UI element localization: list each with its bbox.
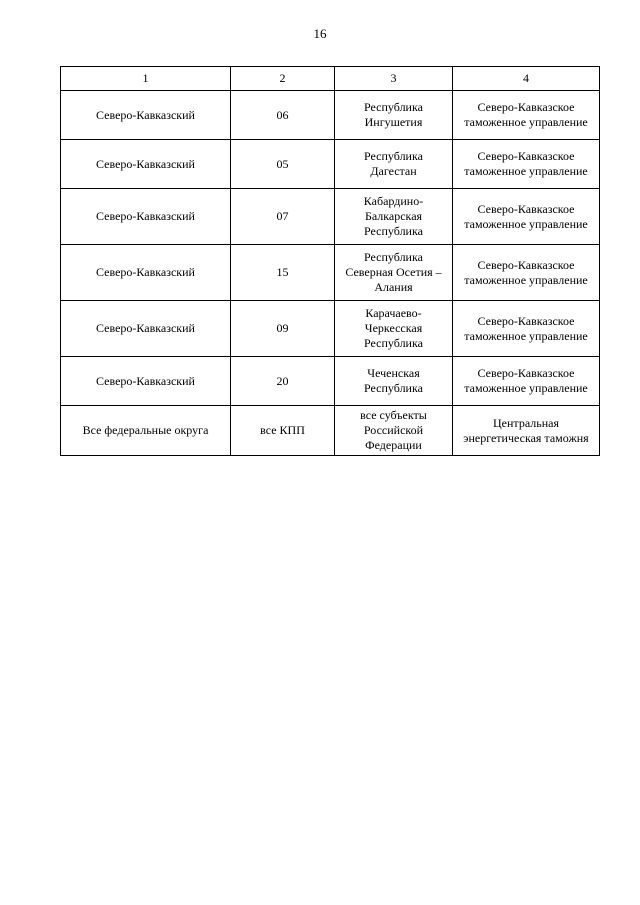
code-cell: 15 xyxy=(231,245,335,301)
table-row xyxy=(61,91,600,140)
table-row xyxy=(61,140,600,189)
header-cell: 2 xyxy=(231,67,335,91)
table-row xyxy=(61,245,600,301)
code-cell: 09 xyxy=(231,301,335,357)
district-cell: Северо-Кавказский xyxy=(61,91,231,140)
customs-office-cell: Центральная энергетическая таможня xyxy=(453,406,600,456)
district-cell: Северо-Кавказский xyxy=(61,245,231,301)
district-cell: Все федеральные округа xyxy=(61,406,231,456)
customs-office-cell: Северо-Кавказское таможенное управление xyxy=(453,357,600,406)
table-row xyxy=(61,301,600,357)
table-row xyxy=(61,189,600,245)
header-cell: 3 xyxy=(335,67,453,91)
code-cell: 05 xyxy=(231,140,335,189)
subject-cell: Чеченская Республика xyxy=(335,357,453,406)
subject-cell: Республика Ингушетия xyxy=(335,91,453,140)
customs-office-cell: Северо-Кавказское таможенное управление xyxy=(453,245,600,301)
district-cell: Северо-Кавказский xyxy=(61,140,231,189)
customs-office-cell: Северо-Кавказское таможенное управление xyxy=(453,91,600,140)
header-cell: 1 xyxy=(61,67,231,91)
table-header-row xyxy=(61,67,600,91)
subject-cell: все субъекты Российской Федерации xyxy=(335,406,453,456)
table-row xyxy=(61,406,600,456)
code-cell: 06 xyxy=(231,91,335,140)
subject-cell: Кабардино- Балкарская Республика xyxy=(335,189,453,245)
code-cell: 07 xyxy=(231,189,335,245)
table-row xyxy=(61,357,600,406)
code-cell: все КПП xyxy=(231,406,335,456)
customs-office-cell: Северо-Кавказское таможенное управление xyxy=(453,140,600,189)
subject-cell: Республика Северная Осетия – Алания xyxy=(335,245,453,301)
district-cell: Северо-Кавказский xyxy=(61,301,231,357)
customs-office-cell: Северо-Кавказское таможенное управление xyxy=(453,301,600,357)
district-cell: Северо-Кавказский xyxy=(61,189,231,245)
customs-table xyxy=(60,66,600,456)
subject-cell: Карачаево- Черкесская Республика xyxy=(335,301,453,357)
page-number: 16 xyxy=(313,26,327,41)
code-cell: 20 xyxy=(231,357,335,406)
customs-office-cell: Северо-Кавказское таможенное управление xyxy=(453,189,600,245)
subject-cell: Республика Дагестан xyxy=(335,140,453,189)
header-cell: 4 xyxy=(453,67,600,91)
district-cell: Северо-Кавказский xyxy=(61,357,231,406)
